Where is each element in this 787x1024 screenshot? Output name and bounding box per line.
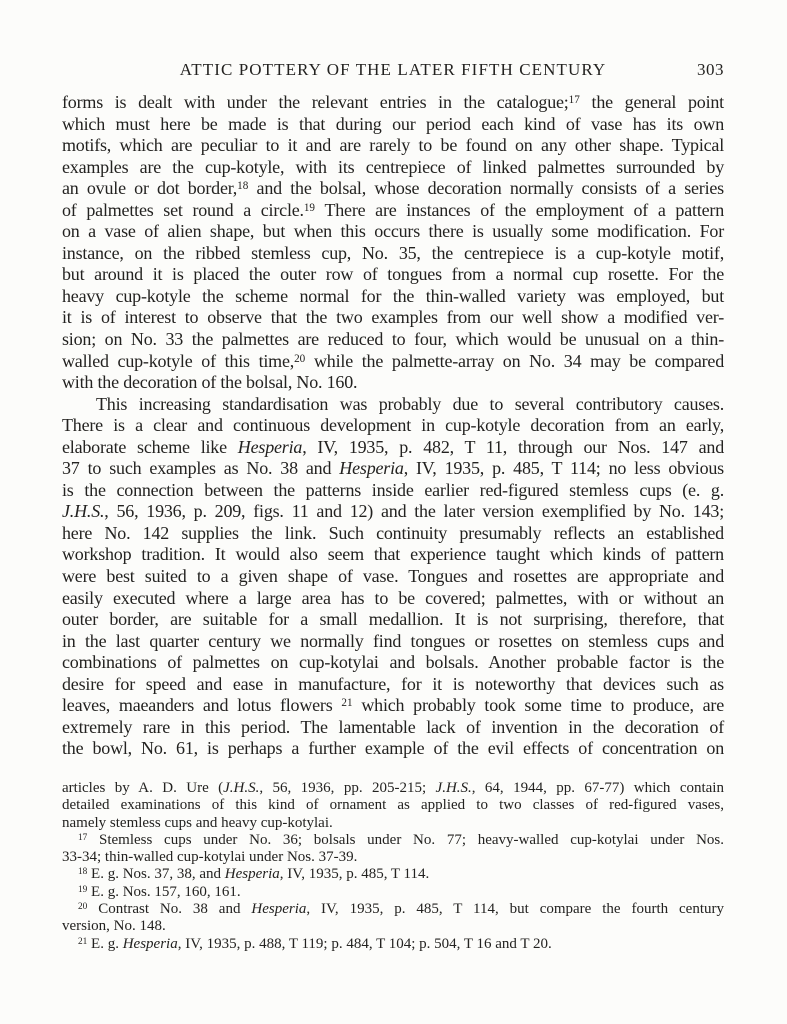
text-segment: motifs, which are peculiar to it and are rarely to be found on any other shape. Typical bbox=[62, 135, 724, 156]
text-segment: namely stemless cups and heavy cup-kotylai. bbox=[62, 814, 333, 831]
text-segment: leaves, maeanders and lotus flowers bbox=[62, 695, 342, 716]
footnote-ref: 21 bbox=[341, 697, 353, 710]
text-line bbox=[62, 674, 724, 696]
text-segment: Contrast No. 38 and bbox=[87, 901, 252, 918]
text-line bbox=[62, 918, 724, 935]
footnote bbox=[62, 901, 724, 936]
text-segment: , IV, 1935, p. 485, T 114; no less obvious bbox=[403, 458, 724, 479]
text-segment: J.H.S. bbox=[435, 780, 472, 796]
text-segment: it is of interest to observe that the two examples from our well show a modified ver- bbox=[62, 307, 724, 328]
text-line bbox=[62, 588, 724, 610]
paragraph bbox=[62, 394, 724, 760]
text-segment: E. g. Nos. 157, 160, 161. bbox=[87, 883, 241, 900]
text-segment: the general point bbox=[579, 92, 724, 112]
text-segment: in the last quarter century we normally find tongues or rosettes on stemless cups and bbox=[62, 630, 724, 651]
text-segment: version, No. 148. bbox=[62, 918, 166, 935]
text-segment: an ovule or dot border, bbox=[62, 178, 238, 199]
text-segment: , IV, 1935, p. 488, T 119; p. 484, T 104; p. 504, T 16 and T 20. bbox=[177, 935, 552, 952]
text-segment: J.H.S. bbox=[223, 780, 260, 796]
text-line bbox=[62, 866, 724, 883]
text-line bbox=[62, 936, 724, 953]
footnote bbox=[62, 866, 724, 883]
text-segment: , 64, 1944, pp. 67-77) which contain bbox=[471, 780, 724, 796]
text-segment: heavy cup-kotyle the scheme normal for the thin-walled variety was employed, but bbox=[62, 285, 724, 306]
page-number: 303 bbox=[697, 60, 724, 79]
text-line bbox=[62, 329, 724, 351]
text-line bbox=[62, 652, 724, 674]
text-segment: which must here be made is that during our period each kind of vase has its own bbox=[62, 113, 724, 134]
text-segment: instance, on the ribbed stemless cup, No. 35, the centrepiece is a cup-kotyle motif, bbox=[62, 242, 724, 263]
text-segment: , 56, 1936, p. 209, figs. 11 and 12) and the later version exemplified by No. 143; bbox=[104, 501, 724, 522]
footnote-ref: 20 bbox=[78, 901, 88, 912]
text-segment: Stemless cups under No. 36; bolsals under No. 77; heavy-walled cup-kotylai under Nos. bbox=[87, 831, 724, 848]
text-segment: This increasing standardisation was probably due to several contributory causes. bbox=[96, 393, 724, 414]
text-line bbox=[62, 717, 724, 739]
footnote-ref: 17 bbox=[78, 832, 88, 843]
text-segment: J.H.S. bbox=[62, 501, 105, 522]
text-line bbox=[62, 832, 724, 849]
text-segment: here No. 142 supplies the link. Such continuity presumably reflects an established bbox=[62, 522, 724, 543]
text-line bbox=[62, 523, 724, 545]
footnote bbox=[62, 780, 724, 832]
text-segment: extremely rare in this period. The lamentable lack of invention in the decoration of bbox=[62, 716, 724, 737]
text-segment: elaborate scheme like bbox=[62, 436, 238, 457]
text-segment: forms is dealt with under the relevant entries in the catalogue; bbox=[62, 92, 569, 112]
footnote-ref: 19 bbox=[78, 884, 88, 895]
main-text bbox=[62, 92, 724, 760]
text-line bbox=[62, 695, 724, 717]
text-segment: with the decoration of the bolsal, No. 160. bbox=[62, 372, 358, 393]
running-header bbox=[62, 60, 724, 82]
text-line bbox=[62, 815, 724, 832]
text-segment: Hesperia bbox=[251, 901, 307, 918]
text-segment: , IV, 1935, p. 485, T 114. bbox=[279, 866, 430, 883]
text-line bbox=[62, 394, 724, 416]
footnote bbox=[62, 936, 724, 953]
text-segment: easily executed where a large area has to be covered; palmettes, with or without an bbox=[62, 587, 724, 608]
text-segment: is the connection between the patterns inside earlier red-figured stemless cups (e. g. bbox=[62, 479, 724, 500]
text-segment: , 56, 1936, pp. 205-215; bbox=[259, 780, 436, 796]
text-segment: the bowl, No. 61, is perhaps a further example of the evil effects of concentration on bbox=[62, 738, 724, 759]
text-line bbox=[62, 849, 724, 866]
text-segment: 33-34; thin-walled cup-kotylai under Nos. 37-39. bbox=[62, 849, 358, 866]
text-segment: walled cup-kotyle of this time, bbox=[62, 350, 295, 371]
text-segment: on a vase of alien shape, but when this occurs there is usually some modification. For bbox=[62, 221, 724, 242]
text-line bbox=[62, 544, 724, 566]
text-line bbox=[62, 135, 724, 157]
text-line bbox=[62, 157, 724, 179]
text-segment: 37 to such examples as No. 38 and bbox=[62, 458, 340, 479]
footnote bbox=[62, 832, 724, 867]
text-segment: E. g. Nos. 37, 38, and bbox=[87, 866, 225, 883]
text-segment: There is a clear and continuous development in cup-kotyle decoration from an early, bbox=[62, 415, 724, 436]
text-segment: combinations of palmettes on cup-kotylai and bolsals. Another probable factor is the bbox=[62, 652, 724, 673]
text-line bbox=[62, 307, 724, 329]
text-segment: desire for speed and ease in manufacture, for it is noteworthy that devices such as bbox=[62, 673, 724, 694]
text-segment: were best suited to a given shape of vase. Tongues and rosettes are appropriate and bbox=[62, 566, 724, 587]
footnotes-section bbox=[62, 780, 724, 953]
text-line bbox=[62, 566, 724, 588]
text-line bbox=[62, 480, 724, 502]
footnote-ref: 21 bbox=[78, 936, 88, 947]
text-segment: of palmettes set round a circle. bbox=[62, 199, 304, 220]
text-line bbox=[62, 780, 724, 797]
footnote-ref: 18 bbox=[237, 180, 249, 193]
text-line bbox=[62, 264, 724, 286]
footnote-ref: 17 bbox=[568, 93, 580, 106]
text-line bbox=[62, 114, 724, 136]
text-line bbox=[62, 437, 724, 459]
text-segment: examples are the cup-kotyle, with its centrepiece of linked palmettes surrounded by bbox=[62, 156, 724, 177]
text-line bbox=[62, 221, 724, 243]
text-segment: but around it is placed the outer row of tongues from a normal cup rosette. For the bbox=[62, 264, 724, 285]
paragraph bbox=[62, 92, 724, 394]
text-line bbox=[62, 501, 724, 523]
text-segment: while the palmette-array on No. 34 may be compared bbox=[305, 350, 724, 371]
text-segment: workshop tradition. It would also seem that experience taught which kinds of pattern bbox=[62, 544, 724, 565]
footnote bbox=[62, 884, 724, 901]
footnote-ref: 19 bbox=[303, 201, 315, 214]
text-line bbox=[62, 901, 724, 918]
text-segment: , IV, 1935, p. 482, T 11, through our Nos. 147 and bbox=[302, 436, 724, 457]
text-line bbox=[62, 286, 724, 308]
text-line bbox=[62, 738, 724, 760]
text-segment: , IV, 1935, p. 485, T 114, but compare the fourth century bbox=[306, 901, 724, 918]
text-segment: Hesperia bbox=[339, 458, 404, 479]
text-line bbox=[62, 415, 724, 437]
text-line bbox=[62, 200, 724, 222]
text-segment: detailed examinations of this kind of ornament as applied to two classes of red-figured vases, bbox=[62, 797, 724, 814]
text-segment: articles by A. D. Ure ( bbox=[62, 780, 224, 796]
text-line bbox=[62, 797, 724, 814]
text-segment: There are instances of the employment of a pattern bbox=[315, 199, 724, 220]
text-line bbox=[62, 884, 724, 901]
text-line bbox=[62, 631, 724, 653]
text-segment: Hesperia bbox=[237, 436, 303, 457]
footnote-ref: 18 bbox=[78, 867, 88, 878]
text-segment: outer border, are suitable for a small medallion. It is not surprising, therefore, that bbox=[62, 609, 724, 630]
text-segment: E. g. bbox=[87, 935, 123, 952]
text-segment: and the bolsal, whose decoration normally consists of a series bbox=[248, 178, 724, 199]
text-segment: Hesperia bbox=[122, 935, 178, 952]
text-line bbox=[62, 92, 724, 114]
running-head-title: ATTIC POTTERY OF THE LATER FIFTH CENTURY bbox=[179, 60, 607, 79]
text-line bbox=[62, 178, 724, 200]
text-segment: sion; on No. 33 the palmettes are reduced to four, which would be unusual on a thin- bbox=[62, 329, 724, 350]
text-segment: which probably took some time to produce, are bbox=[352, 695, 724, 716]
text-line bbox=[62, 243, 724, 265]
text-line bbox=[62, 351, 724, 373]
text-line bbox=[62, 458, 724, 480]
text-line bbox=[62, 372, 724, 394]
footnote-ref: 20 bbox=[294, 352, 306, 365]
text-segment: Hesperia bbox=[224, 866, 280, 883]
text-line bbox=[62, 609, 724, 631]
